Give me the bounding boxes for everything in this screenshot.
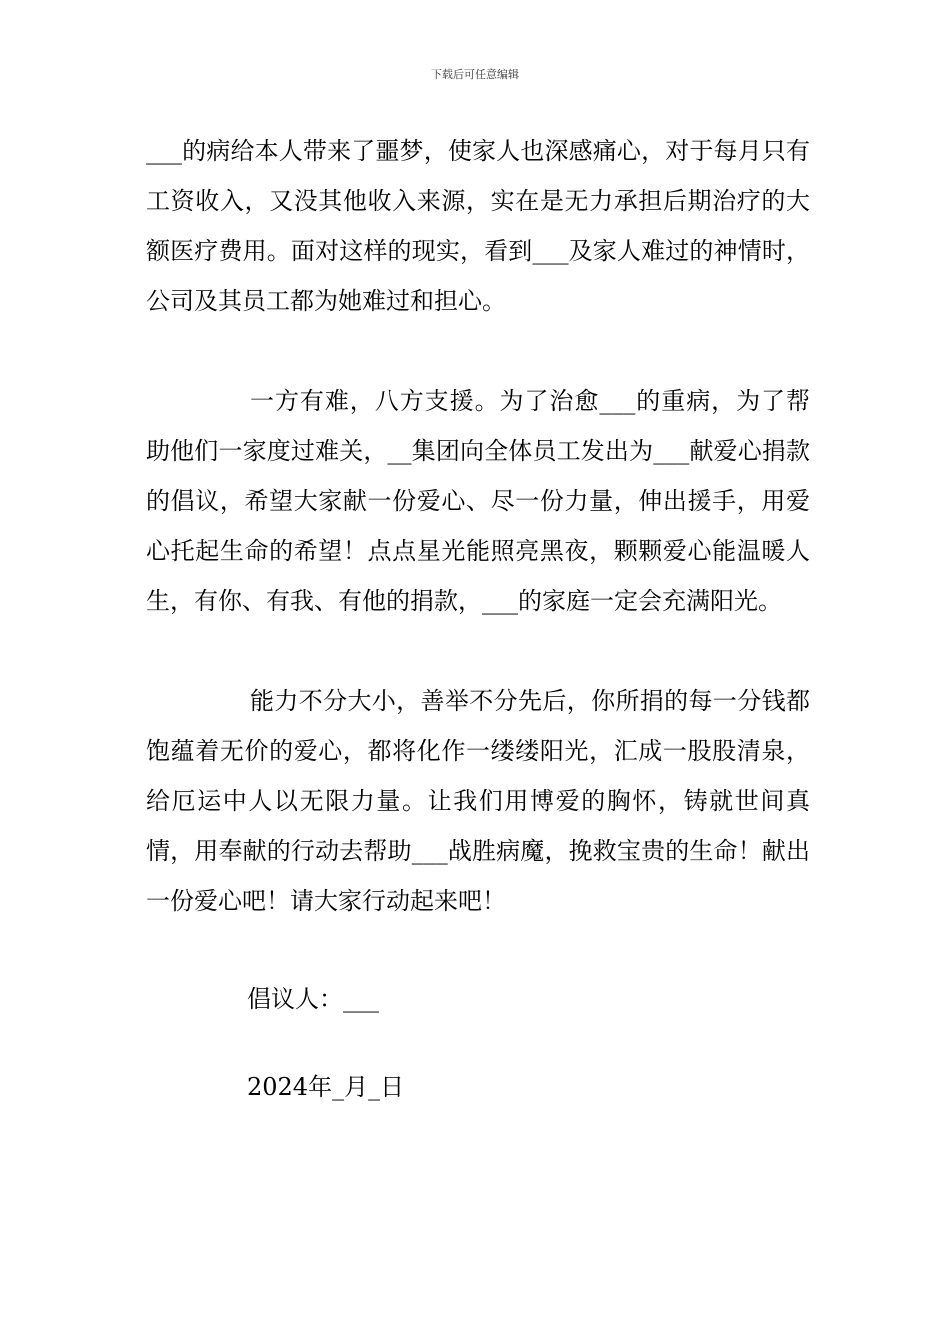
signature-line: 倡议人：___: [247, 985, 379, 1013]
document-body: [146, 126, 810, 1112]
page-header-note: 下载后可任意编辑: [431, 68, 519, 81]
paragraph-1: ___的病给本人带来了噩梦，使家人也深感痛心，对于每月只有工资收入，又没其他收入来源，实在是无力承担后期治疗的大额医疗费用。面对这样的现实，看到___及家人难过的神情时，公司及其员工都为她难过和担心。: [146, 137, 810, 315]
date-line: 2024年_月_日: [247, 1073, 405, 1101]
paragraph-3: 能力不分大小，善举不分先后，你所捐的每一分钱都饱蕴着无价的爱心，都将化作一缕缕阳光，汇成一股股清泉，给厄运中人以无限力量。让我们用博爱的胸怀，铸就世间真情，用奉献的行动去帮助___战胜病魔，挽救宝贵的生命！献出一份爱心吧！请大家行动起来吧！: [146, 687, 810, 915]
paragraph-2: 一方有难，八方支援。为了治愈___的重病，为了帮助他们一家度过难关，__集团向全体员工发出为___献爱心捐款的倡议，希望大家献一份爱心、尽一份力量，伸出援手，用爱心托起生命的希望！点点星光能照亮黑夜，颗颗爱心能温暖人生，有你、有我、有他的捐款，___的家庭一定会充满阳光。: [146, 387, 810, 615]
